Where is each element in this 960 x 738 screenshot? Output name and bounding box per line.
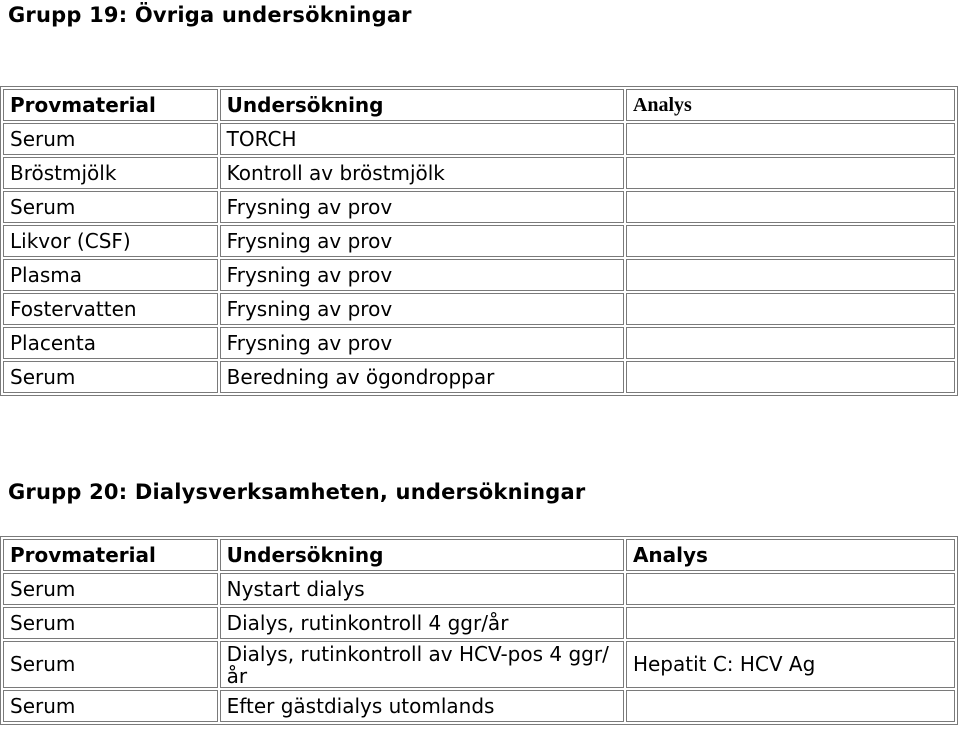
cell-exam: Frysning av prov bbox=[220, 327, 624, 359]
header-undersokning: Undersökning bbox=[220, 89, 624, 121]
table-row bbox=[3, 191, 955, 223]
table-row bbox=[3, 225, 955, 257]
cell-exam: TORCH bbox=[220, 123, 624, 155]
table-row bbox=[3, 361, 955, 393]
cell-analysis bbox=[626, 191, 955, 223]
cell-material: Serum bbox=[3, 191, 218, 223]
cell-exam: Efter gästdialys utomlands bbox=[220, 690, 624, 722]
cell-exam: Nystart dialys bbox=[220, 573, 624, 605]
cell-material: Serum bbox=[3, 641, 218, 688]
cell-material: Likvor (CSF) bbox=[3, 225, 218, 257]
table-row bbox=[3, 157, 955, 189]
cell-analysis bbox=[626, 293, 955, 325]
table-row bbox=[3, 293, 955, 325]
cell-exam: Dialys, rutinkontroll av HCV-pos 4 ggr/år bbox=[220, 641, 624, 688]
cell-material: Serum bbox=[3, 573, 218, 605]
cell-analysis bbox=[626, 225, 955, 257]
cell-material: Plasma bbox=[3, 259, 218, 291]
header-undersokning: Undersökning bbox=[220, 539, 624, 571]
table-row bbox=[3, 327, 955, 359]
cell-material: Serum bbox=[3, 690, 218, 722]
cell-analysis bbox=[626, 327, 955, 359]
cell-analysis bbox=[626, 259, 955, 291]
cell-exam: Frysning av prov bbox=[220, 225, 624, 257]
cell-material: Fostervatten bbox=[3, 293, 218, 325]
header-provmaterial: Provmaterial bbox=[3, 539, 218, 571]
cell-material: Serum bbox=[3, 123, 218, 155]
cell-exam: Kontroll av bröstmjölk bbox=[220, 157, 624, 189]
cell-analysis bbox=[626, 157, 955, 189]
table-row bbox=[3, 641, 955, 688]
cell-exam: Frysning av prov bbox=[220, 191, 624, 223]
cell-analysis bbox=[626, 690, 955, 722]
cell-analysis bbox=[626, 123, 955, 155]
table-row bbox=[3, 690, 955, 722]
header-analys: Analys bbox=[626, 539, 955, 571]
cell-analysis bbox=[626, 361, 955, 393]
cell-exam: Beredning av ögondroppar bbox=[220, 361, 624, 393]
cell-exam: Frysning av prov bbox=[220, 293, 624, 325]
table-header-row bbox=[3, 89, 955, 121]
header-provmaterial: Provmaterial bbox=[3, 89, 218, 121]
group-19-table bbox=[0, 86, 958, 396]
cell-exam: Frysning av prov bbox=[220, 259, 624, 291]
cell-exam: Dialys, rutinkontroll 4 ggr/år bbox=[220, 607, 624, 639]
cell-material: Placenta bbox=[3, 327, 218, 359]
cell-material: Serum bbox=[3, 361, 218, 393]
table-row bbox=[3, 573, 955, 605]
cell-analysis bbox=[626, 573, 955, 605]
header-analys: Analys bbox=[626, 89, 955, 121]
group-20-table bbox=[0, 536, 958, 725]
table-row bbox=[3, 123, 955, 155]
cell-material: Serum bbox=[3, 607, 218, 639]
cell-analysis bbox=[626, 607, 955, 639]
cell-material: Bröstmjölk bbox=[3, 157, 218, 189]
group-19-title: Grupp 19: Övriga undersökningar bbox=[8, 3, 412, 27]
group-20-title: Grupp 20: Dialysverksamheten, undersökningar bbox=[8, 480, 586, 504]
table-header-row bbox=[3, 539, 955, 571]
table-row bbox=[3, 607, 955, 639]
cell-analysis: Hepatit C: HCV Ag bbox=[626, 641, 955, 688]
table-row bbox=[3, 259, 955, 291]
